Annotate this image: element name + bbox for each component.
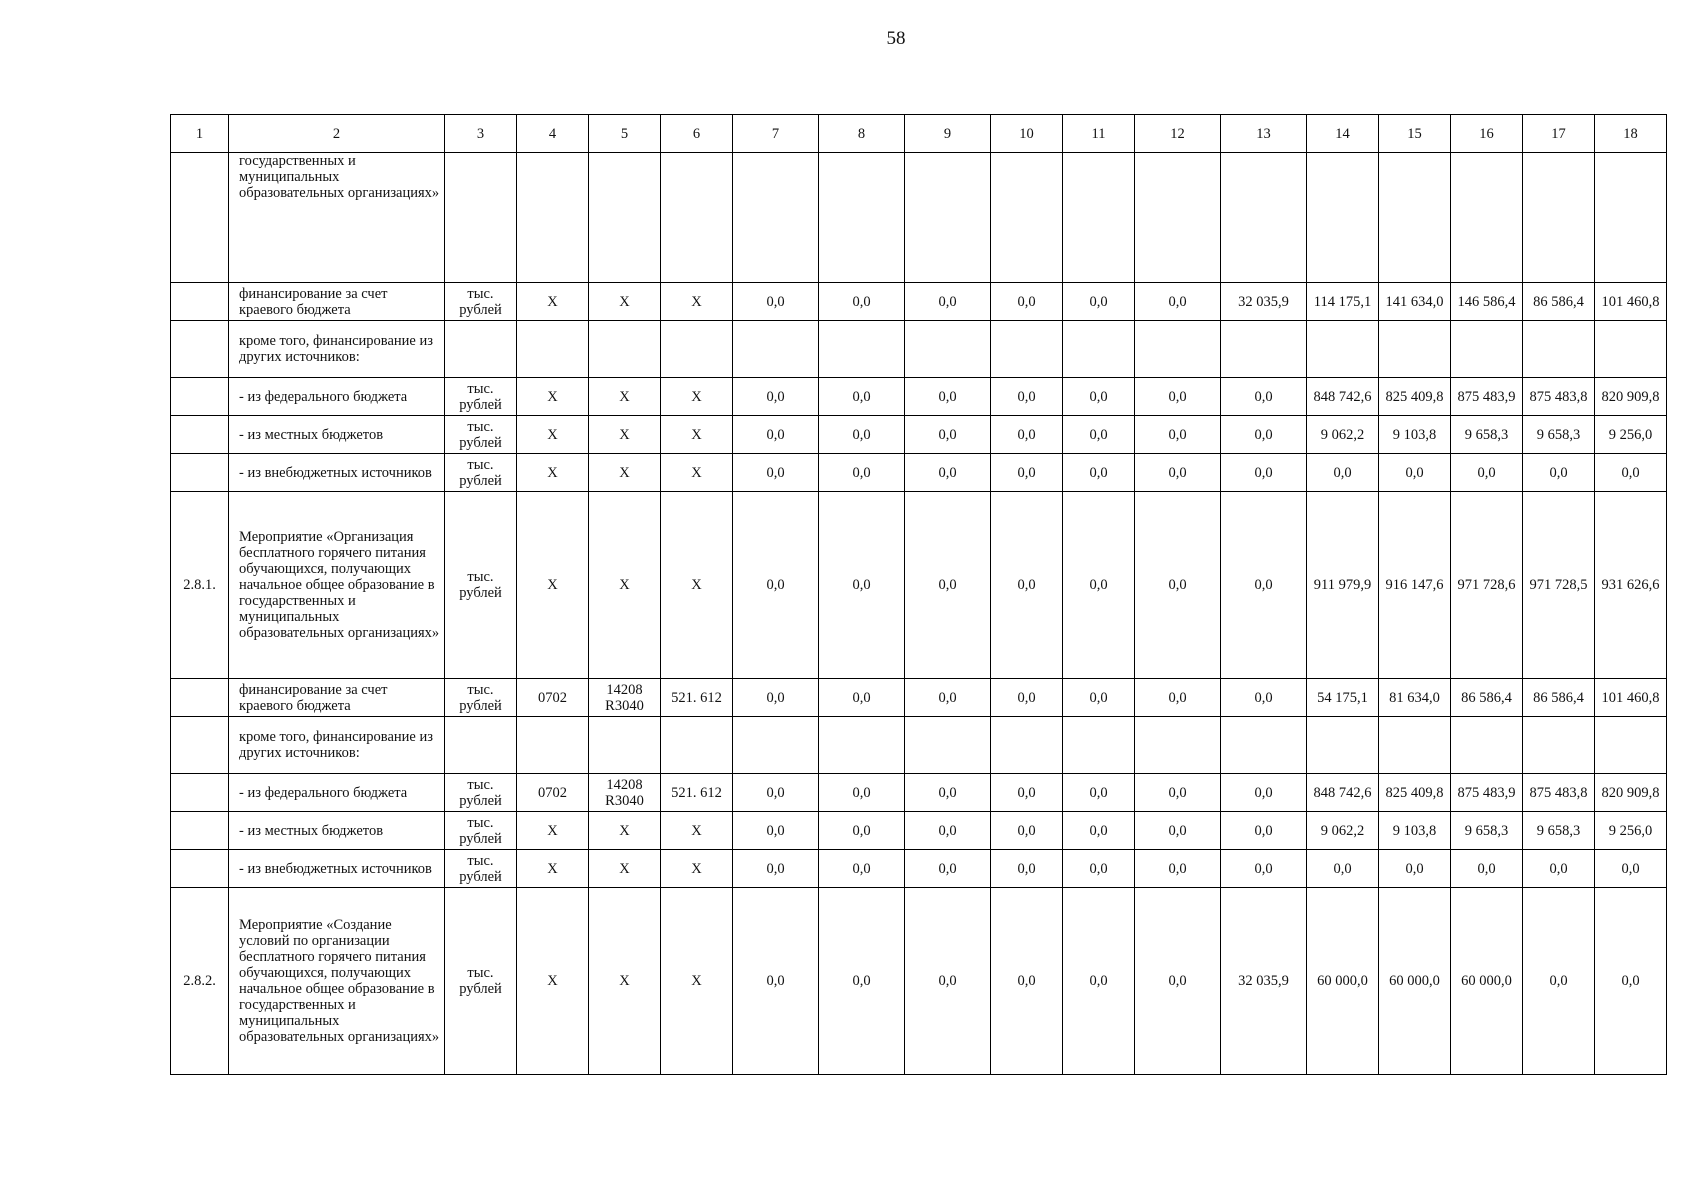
table-cell: 0,0	[733, 378, 819, 416]
table-cell: 0,0	[1063, 283, 1135, 321]
table-cell: 81 634,0	[1379, 679, 1451, 717]
table-cell: 0,0	[1063, 679, 1135, 717]
table-cell	[445, 321, 517, 378]
table-cell: 916 147,6	[1379, 492, 1451, 679]
row-number-cell	[171, 679, 229, 717]
table-cell: 14208 R3040	[589, 774, 661, 812]
table-row	[171, 717, 1667, 774]
table-cell: 101 460,8	[1595, 283, 1667, 321]
table-cell	[1307, 717, 1379, 774]
table-cell	[1221, 321, 1307, 378]
table-cell: X	[517, 454, 589, 492]
table-row	[171, 492, 1667, 679]
table-cell: 0,0	[905, 679, 991, 717]
page-number: 58	[886, 28, 906, 49]
table-cell: 0,0	[1451, 454, 1523, 492]
table-cell: 0,0	[1379, 850, 1451, 888]
table-cell: 0,0	[819, 812, 905, 850]
table-cell	[1221, 153, 1307, 283]
table-cell: 0,0	[1523, 850, 1595, 888]
table-cell: тыс. рублей	[445, 378, 517, 416]
table-cell: X	[589, 454, 661, 492]
budget-table	[170, 114, 1667, 1075]
table-cell: 9 658,3	[1451, 416, 1523, 454]
table-cell: 0,0	[1451, 850, 1523, 888]
table-cell: 0,0	[1063, 812, 1135, 850]
table-cell: 0,0	[905, 812, 991, 850]
table-cell: X	[517, 888, 589, 1075]
table-cell: 0,0	[1135, 679, 1221, 717]
table-cell: 0,0	[1379, 454, 1451, 492]
table-cell: 86 586,4	[1451, 679, 1523, 717]
table-cell: 0,0	[905, 492, 991, 679]
table-row	[171, 454, 1667, 492]
table-cell: 0,0	[1523, 888, 1595, 1075]
table-cell: 0,0	[1595, 850, 1667, 888]
row-description-cell: кроме того, финансирование из других источников:	[229, 321, 445, 378]
table-cell: 0,0	[733, 492, 819, 679]
table-cell	[661, 153, 733, 283]
table-cell: 0,0	[819, 283, 905, 321]
table-row	[171, 283, 1667, 321]
column-header-9: 9	[905, 115, 991, 153]
table-row	[171, 416, 1667, 454]
table-cell	[1135, 153, 1221, 283]
table-cell	[589, 153, 661, 283]
table-cell: 0,0	[1595, 888, 1667, 1075]
table-cell: 0,0	[1063, 774, 1135, 812]
table-cell	[517, 717, 589, 774]
table-cell: X	[661, 454, 733, 492]
table-cell: 0,0	[1221, 416, 1307, 454]
table-cell	[1451, 321, 1523, 378]
table-cell: 0,0	[991, 454, 1063, 492]
table-row	[171, 888, 1667, 1075]
column-header-2: 2	[229, 115, 445, 153]
table-cell: 146 586,4	[1451, 283, 1523, 321]
table-cell: X	[661, 812, 733, 850]
table-cell	[991, 153, 1063, 283]
table-cell	[819, 717, 905, 774]
table-cell	[819, 153, 905, 283]
table-cell	[589, 321, 661, 378]
table-cell: 0702	[517, 774, 589, 812]
table-cell: 60 000,0	[1379, 888, 1451, 1075]
table-cell: 0,0	[1135, 812, 1221, 850]
table-cell: 0,0	[819, 888, 905, 1075]
table-cell: 848 742,6	[1307, 378, 1379, 416]
table-cell: X	[589, 812, 661, 850]
table-cell: 0,0	[1135, 774, 1221, 812]
table-cell	[1135, 321, 1221, 378]
table-cell: X	[517, 492, 589, 679]
row-number-cell	[171, 153, 229, 283]
table-cell: 86 586,4	[1523, 679, 1595, 717]
table-cell: 825 409,8	[1379, 378, 1451, 416]
table-cell: 0,0	[991, 812, 1063, 850]
table-cell	[517, 153, 589, 283]
row-number-cell	[171, 850, 229, 888]
table-row	[171, 679, 1667, 717]
table-cell: 9 103,8	[1379, 812, 1451, 850]
table-cell: 0,0	[819, 679, 905, 717]
column-header-12: 12	[1135, 115, 1221, 153]
table-cell: тыс. рублей	[445, 283, 517, 321]
table-cell: X	[517, 812, 589, 850]
table-cell: 931 626,6	[1595, 492, 1667, 679]
row-number-cell: 2.8.2.	[171, 888, 229, 1075]
table-cell: 0,0	[1063, 492, 1135, 679]
table-cell: 14208 R3040	[589, 679, 661, 717]
table-cell: X	[517, 378, 589, 416]
table-cell: 9 256,0	[1595, 812, 1667, 850]
table-cell: 0,0	[991, 888, 1063, 1075]
table-cell: 825 409,8	[1379, 774, 1451, 812]
table-cell: 9 062,2	[1307, 416, 1379, 454]
table-cell	[905, 153, 991, 283]
column-header-8: 8	[819, 115, 905, 153]
table-cell	[733, 717, 819, 774]
table-cell	[517, 321, 589, 378]
table-cell	[1063, 717, 1135, 774]
table-cell	[905, 717, 991, 774]
table-cell: тыс. рублей	[445, 812, 517, 850]
table-cell	[1379, 153, 1451, 283]
row-description-cell: - из внебюджетных источников	[229, 850, 445, 888]
row-description-cell: государственных и муниципальных образовательных организациях»	[229, 153, 445, 283]
table-cell: 0,0	[733, 774, 819, 812]
table-cell: 875 483,8	[1523, 774, 1595, 812]
table-cell	[1307, 153, 1379, 283]
table-row	[171, 850, 1667, 888]
table-cell: X	[661, 888, 733, 1075]
table-cell: 32 035,9	[1221, 888, 1307, 1075]
table-cell: 875 483,8	[1523, 378, 1595, 416]
table-cell: 9 062,2	[1307, 812, 1379, 850]
row-number-cell	[171, 321, 229, 378]
table-cell	[1379, 321, 1451, 378]
table-cell: 0,0	[905, 416, 991, 454]
column-header-3: 3	[445, 115, 517, 153]
table-cell: 971 728,6	[1451, 492, 1523, 679]
table-cell: 0,0	[1135, 888, 1221, 1075]
table-cell	[445, 153, 517, 283]
table-cell	[1451, 717, 1523, 774]
table-cell: X	[589, 850, 661, 888]
table-cell: X	[589, 416, 661, 454]
table-cell: 0,0	[905, 378, 991, 416]
table-cell: 848 742,6	[1307, 774, 1379, 812]
column-header-5: 5	[589, 115, 661, 153]
table-cell: 0,0	[733, 679, 819, 717]
table-cell	[1523, 717, 1595, 774]
table-cell: 0,0	[819, 378, 905, 416]
table-cell: 0,0	[905, 283, 991, 321]
row-number-cell	[171, 416, 229, 454]
table-cell: 875 483,9	[1451, 774, 1523, 812]
table-cell	[1595, 321, 1667, 378]
row-number-cell	[171, 717, 229, 774]
table-cell: 521. 612	[661, 679, 733, 717]
table-cell: тыс. рублей	[445, 454, 517, 492]
table-cell: 0,0	[1063, 850, 1135, 888]
table-cell	[1379, 717, 1451, 774]
table-cell: тыс. рублей	[445, 492, 517, 679]
row-number-cell	[171, 283, 229, 321]
table-cell: 875 483,9	[1451, 378, 1523, 416]
table-cell: 0,0	[991, 283, 1063, 321]
table-cell: 0,0	[905, 454, 991, 492]
row-description-cell: финансирование за счет краевого бюджета	[229, 679, 445, 717]
table-cell	[1523, 321, 1595, 378]
row-number-cell	[171, 812, 229, 850]
table-cell: 0,0	[1063, 378, 1135, 416]
column-header-13: 13	[1221, 115, 1307, 153]
table-cell: 9 658,3	[1451, 812, 1523, 850]
table-cell: 0,0	[1135, 850, 1221, 888]
table-cell: X	[661, 492, 733, 679]
column-header-16: 16	[1451, 115, 1523, 153]
table-cell: 0,0	[1063, 416, 1135, 454]
table-cell: 0,0	[1135, 283, 1221, 321]
table-cell: X	[589, 492, 661, 679]
table-cell: тыс. рублей	[445, 416, 517, 454]
table-cell	[661, 321, 733, 378]
table-cell: 54 175,1	[1307, 679, 1379, 717]
table-cell: 0,0	[905, 888, 991, 1075]
table-cell: 60 000,0	[1451, 888, 1523, 1075]
table-cell: 0,0	[1135, 378, 1221, 416]
table-cell	[733, 153, 819, 283]
table-cell: 0,0	[1221, 454, 1307, 492]
table-cell: X	[517, 283, 589, 321]
column-header-1: 1	[171, 115, 229, 153]
row-description-cell: - из местных бюджетов	[229, 812, 445, 850]
table-cell: 9 256,0	[1595, 416, 1667, 454]
table-cell	[733, 321, 819, 378]
column-header-6: 6	[661, 115, 733, 153]
table-cell: 0,0	[819, 416, 905, 454]
table-cell	[445, 717, 517, 774]
table-cell: 0,0	[1063, 888, 1135, 1075]
table-cell	[1595, 717, 1667, 774]
table-cell: 0,0	[991, 774, 1063, 812]
table-cell: 0,0	[1595, 454, 1667, 492]
table-cell: 101 460,8	[1595, 679, 1667, 717]
table-cell: X	[517, 850, 589, 888]
table-cell: 0,0	[1135, 492, 1221, 679]
table-cell	[905, 321, 991, 378]
column-header-14: 14	[1307, 115, 1379, 153]
table-cell: 0,0	[991, 679, 1063, 717]
table-cell: 114 175,1	[1307, 283, 1379, 321]
table-cell: X	[661, 378, 733, 416]
table-cell: 0,0	[1221, 850, 1307, 888]
table-cell	[991, 321, 1063, 378]
table-cell: 9 103,8	[1379, 416, 1451, 454]
table-cell: 0,0	[733, 283, 819, 321]
table-cell: X	[517, 416, 589, 454]
table-cell: X	[589, 283, 661, 321]
table-cell: 0,0	[991, 416, 1063, 454]
table-cell	[589, 717, 661, 774]
table-cell	[1135, 717, 1221, 774]
table-cell: 0,0	[1307, 850, 1379, 888]
table-cell: 141 634,0	[1379, 283, 1451, 321]
table-cell: 86 586,4	[1523, 283, 1595, 321]
table-cell: 0,0	[733, 850, 819, 888]
table-cell: 0,0	[1221, 812, 1307, 850]
table-row	[171, 774, 1667, 812]
table-cell: X	[661, 850, 733, 888]
table-cell: 0,0	[1221, 492, 1307, 679]
table-cell: 0,0	[1135, 454, 1221, 492]
row-description-cell: Мероприятие «Организация бесплатного горячего питания обучающихся, получающих начальное общее образование в государственных и муниципальных образовательных организациях»	[229, 492, 445, 679]
table-row	[171, 153, 1667, 283]
table-cell: тыс. рублей	[445, 888, 517, 1075]
row-description-cell: - из внебюджетных источников	[229, 454, 445, 492]
table-row	[171, 321, 1667, 378]
table-row	[171, 812, 1667, 850]
table-cell: 0,0	[991, 492, 1063, 679]
table-cell	[819, 321, 905, 378]
table-cell: X	[589, 888, 661, 1075]
table-cell: X	[661, 283, 733, 321]
row-description-cell: - из местных бюджетов	[229, 416, 445, 454]
table-cell: 0,0	[1307, 454, 1379, 492]
row-number-cell	[171, 774, 229, 812]
table-cell: 0,0	[733, 812, 819, 850]
table-cell: 60 000,0	[1307, 888, 1379, 1075]
table-cell: 0,0	[819, 454, 905, 492]
table-cell: тыс. рублей	[445, 850, 517, 888]
table-cell	[1063, 153, 1135, 283]
table-cell	[1523, 153, 1595, 283]
table-cell: 0,0	[905, 850, 991, 888]
table-cell: 521. 612	[661, 774, 733, 812]
table-cell: 0,0	[819, 774, 905, 812]
row-description-cell: - из федерального бюджета	[229, 378, 445, 416]
table-cell: 0,0	[905, 774, 991, 812]
table-cell	[1451, 153, 1523, 283]
table-cell: 0,0	[733, 454, 819, 492]
table-cell	[991, 717, 1063, 774]
column-header-11: 11	[1063, 115, 1135, 153]
table-cell: 0,0	[991, 850, 1063, 888]
column-header-18: 18	[1595, 115, 1667, 153]
table-cell: 911 979,9	[1307, 492, 1379, 679]
column-header-7: 7	[733, 115, 819, 153]
table-cell: 0,0	[733, 416, 819, 454]
table-cell: 0702	[517, 679, 589, 717]
table-cell	[1063, 321, 1135, 378]
table-cell: 0,0	[1063, 454, 1135, 492]
table-cell	[661, 717, 733, 774]
table-cell	[1221, 717, 1307, 774]
budget-table-container	[170, 114, 1666, 1075]
table-cell: 0,0	[1221, 774, 1307, 812]
row-description-cell: Мероприятие «Создание условий по организации бесплатного горячего питания обучающихся, получающих начальное общее образование в государственных и муниципальных образовательных организациях»	[229, 888, 445, 1075]
row-description-cell: кроме того, финансирование из других источников:	[229, 717, 445, 774]
table-cell: 0,0	[1135, 416, 1221, 454]
row-number-cell	[171, 454, 229, 492]
table-cell: X	[661, 416, 733, 454]
row-number-cell: 2.8.1.	[171, 492, 229, 679]
table-cell: тыс. рублей	[445, 774, 517, 812]
column-header-15: 15	[1379, 115, 1451, 153]
table-cell: 0,0	[1523, 454, 1595, 492]
row-description-cell: финансирование за счет краевого бюджета	[229, 283, 445, 321]
table-row	[171, 378, 1667, 416]
table-cell: 0,0	[819, 492, 905, 679]
table-cell	[1307, 321, 1379, 378]
table-cell: X	[589, 378, 661, 416]
table-cell: 0,0	[1221, 679, 1307, 717]
table-cell: 0,0	[819, 850, 905, 888]
table-cell: 0,0	[733, 888, 819, 1075]
row-number-cell	[171, 378, 229, 416]
table-cell: 0,0	[1221, 378, 1307, 416]
column-header-10: 10	[991, 115, 1063, 153]
table-cell: 820 909,8	[1595, 378, 1667, 416]
table-cell: тыс. рублей	[445, 679, 517, 717]
table-cell: 9 658,3	[1523, 416, 1595, 454]
table-cell: 9 658,3	[1523, 812, 1595, 850]
table-cell: 0,0	[991, 378, 1063, 416]
column-header-4: 4	[517, 115, 589, 153]
table-cell: 971 728,5	[1523, 492, 1595, 679]
table-cell: 32 035,9	[1221, 283, 1307, 321]
column-header-17: 17	[1523, 115, 1595, 153]
column-header-row	[171, 115, 1667, 153]
table-cell	[1595, 153, 1667, 283]
row-description-cell: - из федерального бюджета	[229, 774, 445, 812]
table-cell: 820 909,8	[1595, 774, 1667, 812]
